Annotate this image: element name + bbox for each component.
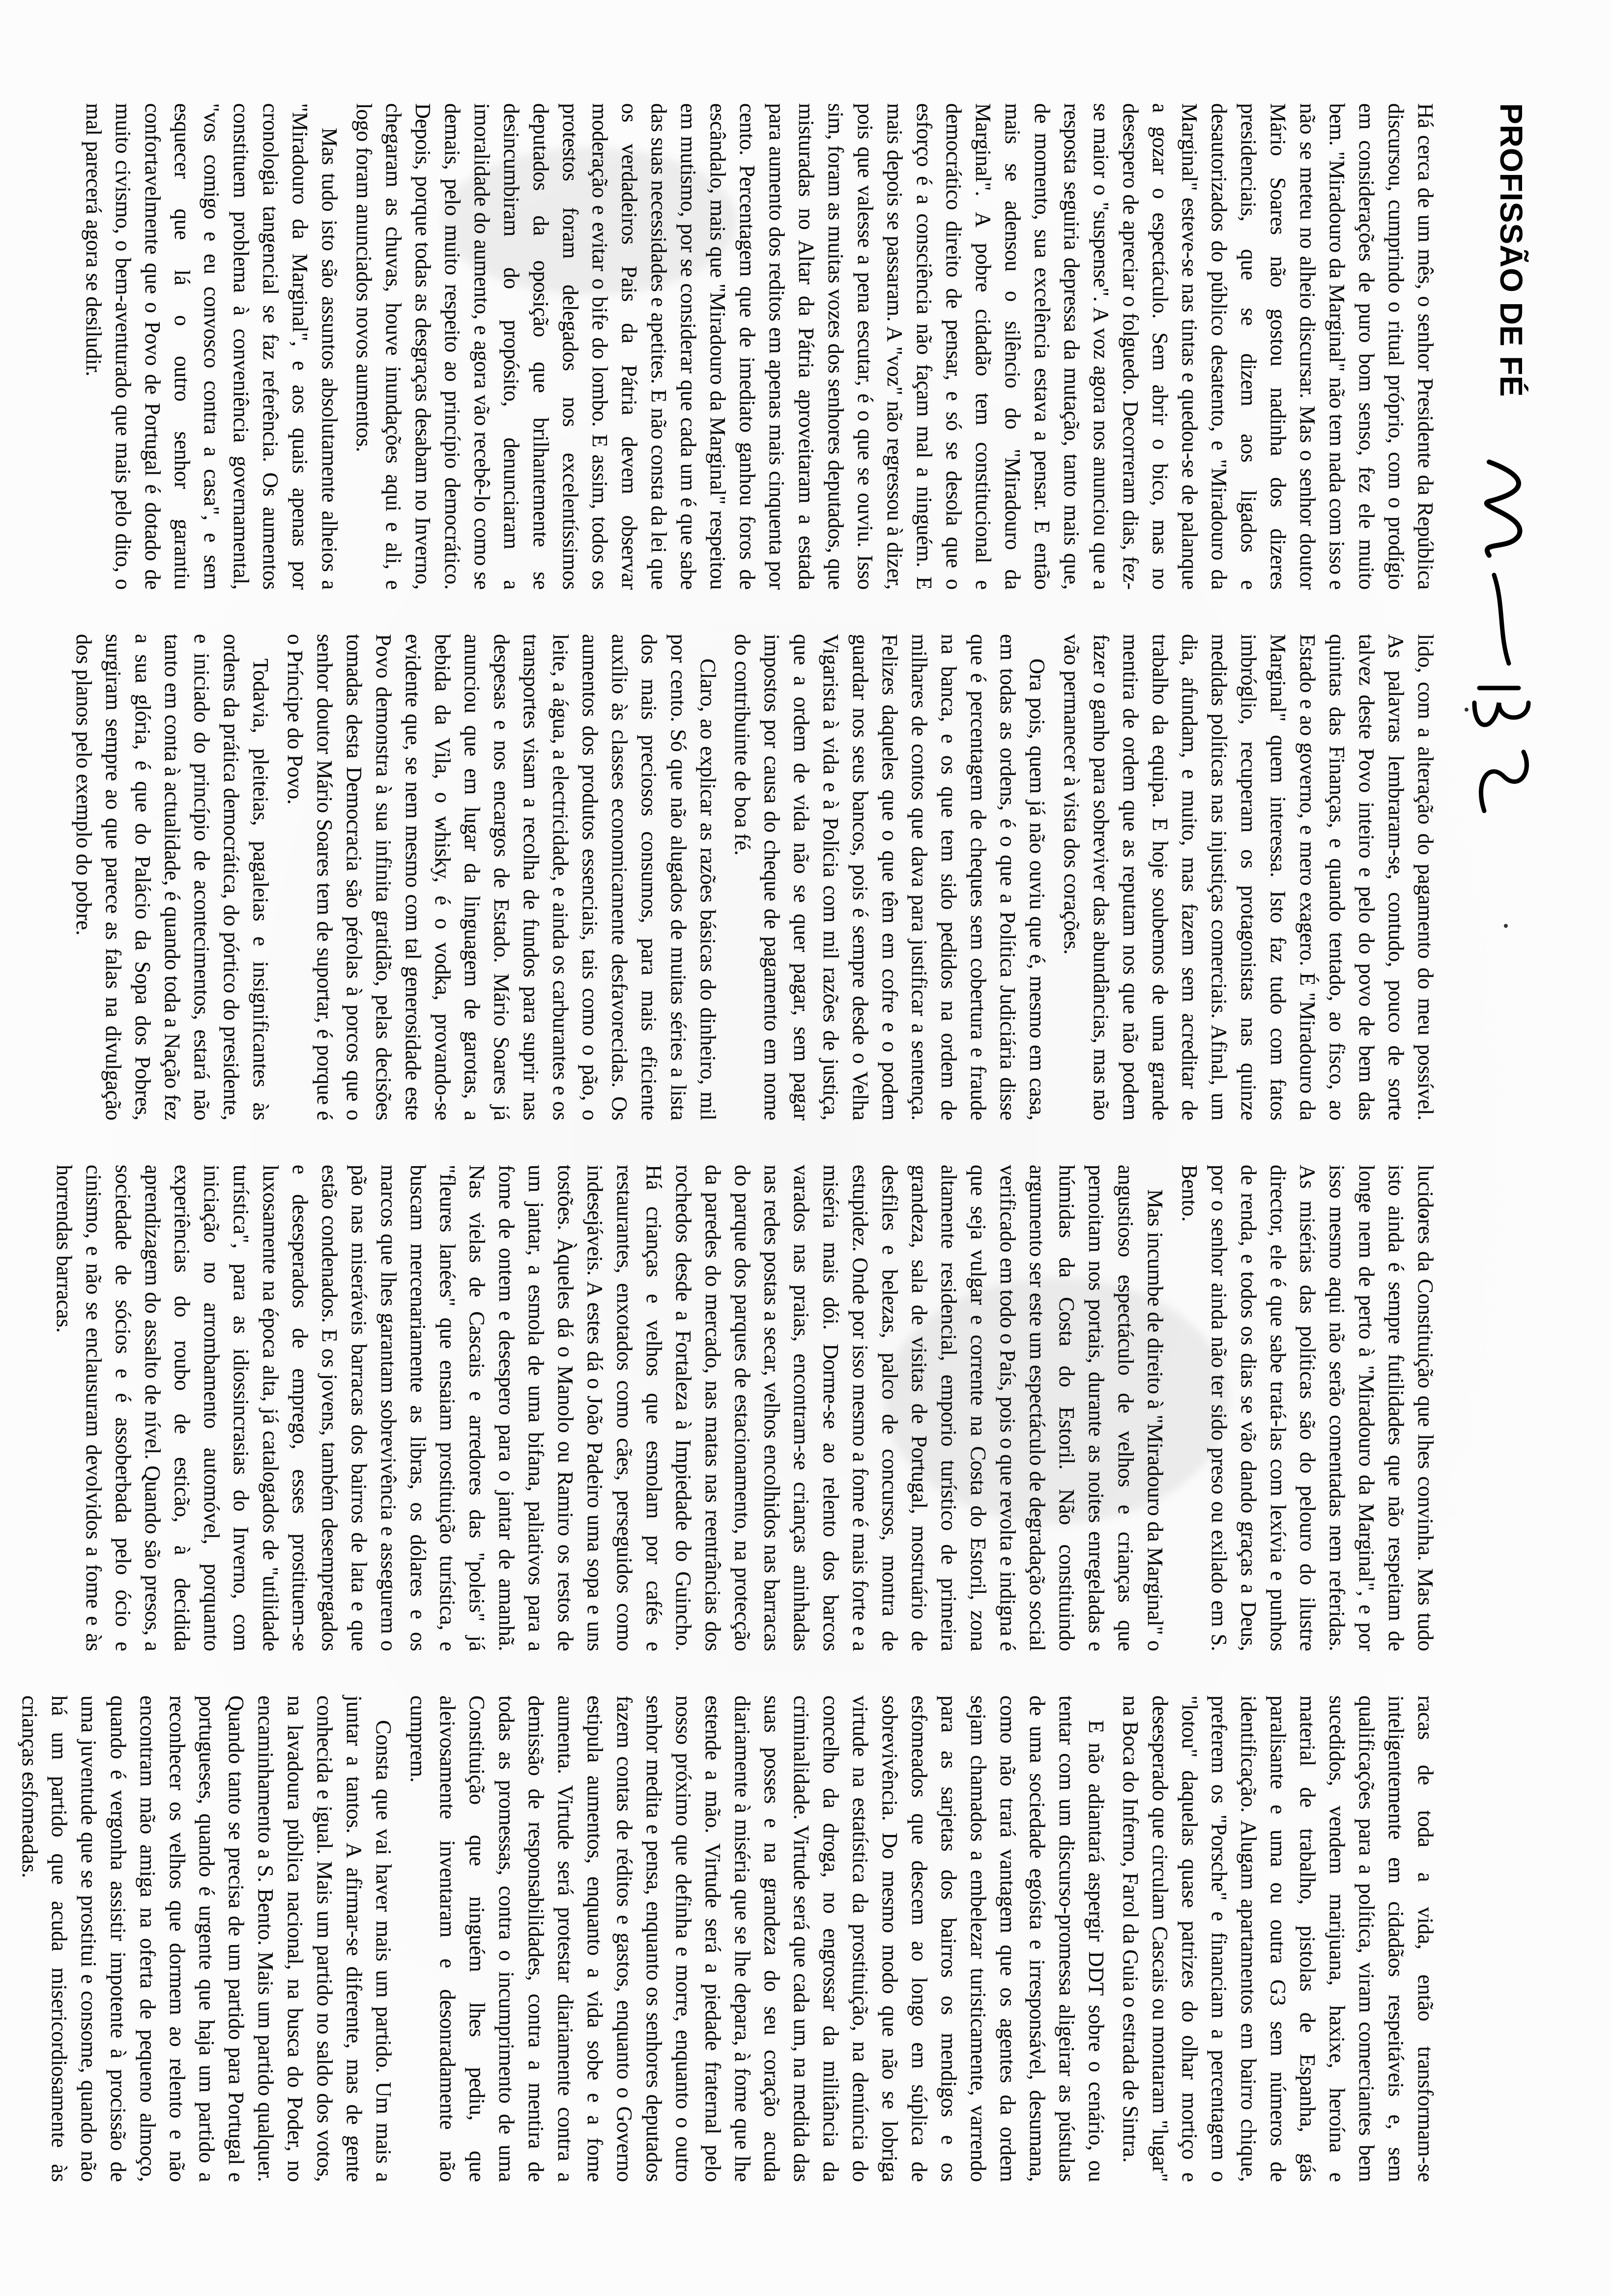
paragraph: Há cerca de um mês, o senhor Presidente da República discursou, cumprindo o ritual próprio, com o prodígio em considerações de puro bom senso, fez ele muito bem. "Miradouro da Marginal" não tem nada com isso e não se meteu no alheio discursar. Mas o senhor doutor Mário Soares não gostou nadinha dos dizeres presidenciais, que se dizem aos ligados e desautorizados do público desatento, e "Miradouro da Marginal" esteve-se nas tintas e quedou-se de palanque a gozar o espectáculo. Sem abrir o bico, mas no desespero de apreciar o folguedo. Decorreram dias, fez-se maior o "suspense". A voz agora nos anunciou que a resposta seguiria depressa da mutação, tanto mais que, de momento, sua excelência estava a pensar. E então mais se adensou o silêncio do "Miradouro da Marginal". A pobre cidadão tem constitucional e democrático direito de pensar, e só se desola que o esforço é a consciência não façam mal a ninguém. E mais depois se passaram. A "voz" não regressou à dizer, pois que valesse a pena escutar, é o que se ouviu. Isso sim, foram as muitas vozes dos senhores deputados, que misturadas no Altar da Pátria aproveitaram a estada para aumento dos reditos em apenas mais cinquenta por cento. Percentagem que de imediato ganhou foros de escândalo, mais que "Miradouro da Marginal" respeitou em mutismo, por se considerar que cada um é que sabe das suas necessidades e apetites. E não consta da lei que os verdadeiros Pais da Pátria devem observar moderação e evitar o bife do lombo. E assim, todos os protestos foram delegados nos excelentíssimos deputados da oposição que brilhantemente se desincumbiram do propósito, denunciaram a imoralidade do aumento, e agora vão recebê-lo como se demais, pelo muito respeito ao princípio democrático. Depois, porque todas as desgraças desabam no Inverno, chegaram as chuvas, houve inundações aqui e ali, e logo foram anunciados novos aumentos. — [352, 103, 1438, 590]
paragraph: lido, com a alteração do pagamento do meu possível. As palavras lembraram-se, contudo, pouco de sorte talvez deste Povo inteiro e pelo do povo de bem das quintas das Finanças, e quando tentado, ao fisco, ao Estado e ao governo, e mero exagero. É "Miradouro da Marginal" quem interessa. Isto faz tudo com fatos imbróglio, recuperam os protagonistas nas quinze medidas políticas nas injustiças comerciais. Afinal, um dia, afundam, e muito, mas fazem sem acreditar de trabalho da equipa. E hoje soubemos de uma grande mentira de ordem que as reputam nos que não podem fazer o ganho para sobreviver das abundâncias, mas não vão permanecer à vista dos corações. — [1060, 634, 1438, 1120]
article-column-2 — [64, 634, 1440, 1120]
article-column-3 — [52, 1165, 1440, 1651]
paragraph: Mas incumbe de direito à "Miradouro da Marginal" o angustioso espectáculo de velhos e crianças que pernoitam nos portais, durante as noites enregeladas e húmidas da Costa do Estoril. Não constituindo argumento ser este um espectáculo de degradação social verificado em todo o País, pois o que revolta e indigna é que seja vulgar e corrente na Costa do Estoril, zona altamente residencial, emporio turístico de primeira grandeza, sala de visitas de Portugal, mostruário de desfiles e belezas, palco de concursos, montra de estupidez. Onde por isso mesmo a fome é mais forte e a miséria mais dói. Dorme-se ao relento dos barcos varados nas praias, encontram-se crianças aninhadas nas redes postas a secar, velhos encolhidos nas barracas do parque dos parques de estacionamento, na protecção da paredes do mercado, nas matas nas reentrâncias dos rochedos desde a Fortaleza à Impiedade do Guincho. Há crianças e velhos que esmolam por cafés e restaurantes, enxotados como cães, perseguidos como indesejáveis. A estes dá o João Padeiro uma sopa e uns tostões. Àqueles dá o Manolo ou Ramiro os restos de um jantar, a esmola de uma bifana, paliativos para a fome de ontem e desespero para o jantar de amanhã. Nas vielas de Cascais e arredores das "poleis" já "fleures lanées" que ensaiam prostituição turística, e buscam mercenariamente as libras, os dólares e os marcos que lhes garantam sobrevivência e assegurem o pão nas miseráveis barracas dos bairros de lata e que estão condenados. E os jovens, também desempregados e desesperados de emprego, esses prostituem-se luxosamente na época alta, já catalogados de "utilidade turística", para as idiossincrasias do Inverno, com iniciação no arrombamento automóvel, porquanto experiências do roubo de esticão, à decidida aprendizagem do assalto de nível. Quando são presos, a sociedade de sócios e é assoberbada pelo ócio e cinismo, e não se enclausuram devolvidos a fome e às horrendas barracas. — [52, 1165, 1167, 1651]
article-columns — [18, 103, 1440, 2182]
article-headline: PROFISSÃO DE FÉ — [1494, 103, 1529, 398]
paragraph: Ora pois, quem já não ouviu que é, mesmo em casa, em todas as ordens, é o que a Política Judiciária disse que é percentagem de cheques sem cobertura e fraude na banca, e os que tem sido pedidos na ordem de milhares de contos que dava para justificar a sentença. Felizes daqueles que o que têm em cofre e o podem guardar nos seus bancos, pois é sempre desde o Velha Vigarista à vida e à Polícia com mil razões de justiça, que a ordem de vida não se quer pagar, sem pagar impostos por causa do cheque de pagamento em nome do contribuinte de boa fé. — [730, 634, 1049, 1120]
article-column-1 — [64, 103, 1440, 590]
paragraph: Mas tudo isto são assuntos absolutamente alheios a "Miradouro da Marginal", e aos quais apenas por cronologia tangencial se faz referência. Os aumentos constituem problema à conveniência governamental, "vos comigo e eu convosco contra a casa", e sem esquecer que lá o outro senhor garantiu confortavelmente que o Povo de Portugal é dotado de muito civismo, o bem-aventurado que mais pelo dito, o mal parecerá agora se desiludir. — [82, 103, 342, 590]
paragraph: Todavia, pleiteias, pagaleias e insignificantes às ordens da prática democrática, do pórtico do presidente, e iniciado do princípio de acontecimentos, estará não tanto em conta à actualidade, é quando toda a Nação fez a sua glória, é que do Palácio da Sopa dos Pobres, surgiram sempre ao que parece as falas na divulgação dos planos pelo exemplo do pobre. — [72, 634, 273, 1120]
paragraph: lucidores da Constituição que lhes convinha. Mas tudo isto ainda é sempre futilidades que não respeitam de longe nem de perto à "Miradouro da Marginal", e por isso mesmo aqui não serão comentadas nem referidas. As misérias das políticas são do pelouro do ilustre director, ele é que sabe tratá-las com lexívia e punhos de renda, e todos os dias se vão dando graças a Deus, por o senhor ainda não ter sido preso ou exilado em S. Bento. — [1178, 1165, 1438, 1651]
newspaper-article — [18, 103, 1538, 2182]
article-masthead — [1445, 103, 1538, 2182]
paragraph: Consta que vai haver mais um partido. Um mais a juntar a tantos. A afirmar-se diferente, mas de gente conhecida e igual. Mais um partido no saldo dos votos, na lavadoura pública nacional, na busca do Poder, no encaminhamento a S. Bento. Mais um partido qualquer. Quando tanto se precisa de um partido para Portugal e portugueses, quando é urgente que haja um partido a reconhecer os velhos que dormem ao relento e não encontram mão amiga na oferta de pequeno almoço, quando é vergonha assistir impotente à procissão de uma juventude que se prostitui e consome, quando não há um partido que acuda misericordiosamente às crianças esfomeadas. — [18, 1695, 396, 2182]
paragraph: racas de toda a vida, então transformam-se inteligentemente em cidadãos respeitáveis e, sem qualificações para a política, viram comerciantes bem sucedidos, vendem marijuana, haxixe, heroína e material de trabalho, pistolas de Espanha, gás paralisante e uma ou outra G3 sem números de identificação. Alugam apartamentos em bairro chique, preferem os "Porsche" e financiam a percentagem o "lotou" daquelas quase patrizes do olhar mortiço e desesperado que circulam Cascais ou montaram "lugar" na Boca do Inferno, Farol da Guia o estrada de Sintra. — [1119, 1695, 1438, 2182]
handwritten-annotation — [1465, 457, 1548, 831]
paragraph: Claro, ao explicar as razões básicas do dinheiro, mil por cento. Só que não alugados de muitas séries a lista dos mais preciosos consumos, para mais eficiente auxílio às classes economicamente desfavorecidas. Os aumentos dos produtos essenciais, tais como o pão, o leite, a água, a electricidade, e ainda os carburantes e os transportes visam a recolha de fundos para suprir nas despesas e nos encargos de Estado. Mário Soares já anunciou que em lugar da linguagem de garotas, a bebida da Vila, o whisky, é o vodka, provando-se evidente que, se nem mesmo com tal generosidade este Povo demonstra à sua infinita gratidão, pelas decisões tomadas desta Democracia são pérolas à porcos que o senhor doutor Mário Soares tem de suportar, é porque é o Príncipe do Povo. — [283, 634, 720, 1120]
article-column-4 — [18, 1695, 1440, 2182]
paragraph: E não adiantará aspergir DDT sobre o cenário, ou tentar com um discurso-promessa aligeirar as pústulas de uma sociedade egoísta e irresponsável, desumana, como não trará vantagem que os agentes da ordem sejam chamados a embelezar turisticamente, varrendo para as sarjetas dos bairros os mendigos e os esfomeados que descem ao longo em súplica de sobrevivência. Do mesmo modo que não se lobriga virtude na estatística da prostituição, na denúncia do concelho da droga, no engrossar da militância da criminalidade. Virtude será que cada um, na medida das suas posses e na grandeza do seu coração acuda diariamente à miséria que se lhe depara, à fome que lhe estende a mão. Virtude será a piedade fraternal pelo nosso próximo que definha e morre, enquanto o outro senhor medita e pensa, enquanto os senhores deputados fazem contas de réditos e gastos, enquanto o Governo estipula aumentos, enquanto a vida sobe e a fome aumenta. Virtude será protestar diariamente contra a demissão de responsabilidades, contra a mentira de todas as promessas, contra o incumprimento de uma Constituição que ninguém lhes pediu, que aleivosamente inventaram e desonradamente não cumprem. — [406, 1695, 1108, 2182]
